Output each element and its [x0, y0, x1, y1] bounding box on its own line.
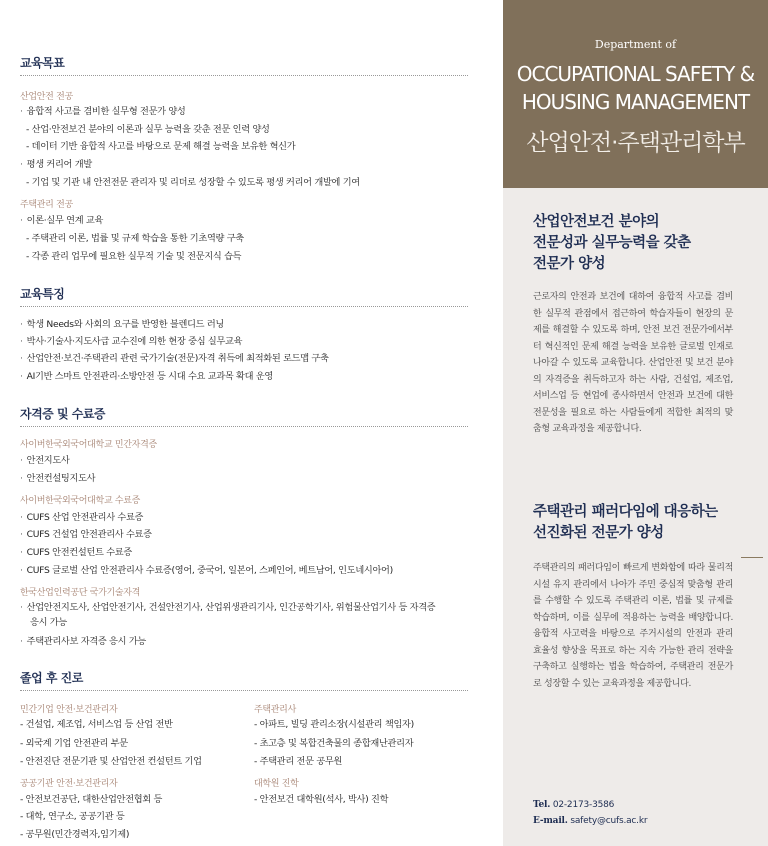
list-item: · CUFS 건설업 안전관리사 수료증: [20, 529, 152, 541]
list-item: - 주택관리 이론, 법률 및 규제 학습을 통한 기초역량 구축: [26, 233, 244, 244]
list-item: - 공무원(민간경력자,임기제): [20, 829, 130, 840]
list-item: - 외국계 기업 안전관리 부문: [20, 738, 128, 749]
section-heading-goals: 교육목표: [20, 52, 468, 76]
list-item: - 대학, 연구소, 공공기관 등: [20, 811, 125, 822]
list-item: - 안전진단 전문기관 및 산업안전 컨설턴트 기업: [20, 756, 202, 767]
subheading: 대학원 진학: [254, 779, 299, 789]
section-heading-careers: 졸업 후 진로: [20, 667, 468, 691]
list-item: - 초고층 및 복합건축물의 종합재난관리자: [254, 738, 414, 749]
subheading: 한국산업인력공단 국가기술자격: [20, 588, 141, 598]
subheading: 산업안전 전공: [20, 92, 73, 102]
right-column: [503, 0, 768, 846]
paragraph-housing: 주택관리의 패러다임이 빠르게 변화함에 따라 물리적 시설 유지 관리에서 나아가 주민 중심적 맞춤형 관리를 수행할 수 있도록 주택관리 이론, 법률 및 규제를 학습하며, 이를 실무에 적용하는 능력을 배양합니다. 융합적 사고력을 바탕으로 주거시설의 안전과 관리 효율성 향상을 목표로 하는 지속 가능한 관리 전략을 구축하고 실행하는 법을 학습하여, 주택관리 전문가로 성장할 수 있는 교육과정을 제공합니다.: [533, 563, 733, 689]
paragraph-safety: 근로자의 안전과 보건에 대하여 융합적 사고를 겸비한 실무적 관점에서 접근하여 학습자들이 현장의 문제를 해결할 수 있도록 하며, 안전 보건 전문가에서부터 혁신적인 문제 해결 능력을 보유한 글로벌 인재로 나아갈 수 있도록 교육합니다. 산업안전 및 보건 분야의 자격증을 취득하고자 하는 사람, 건설업, 제조업, 서비스업 등 현업에 종사하면서 안전과 보건에 대한 전문성을 필요로 하는 사람들에게 적합한 최적의 맞춤형 교육과정을 제공합니다.: [533, 292, 733, 434]
subheading: 주택관리사: [254, 705, 296, 715]
list-item: · CUFS 안전컨설턴트 수료증: [20, 547, 132, 559]
list-item: - 주택관리 전문 공무원: [254, 756, 343, 767]
list-item: - 산업·안전보건 분야의 이론과 실무 능력을 갖춘 전문 인력 양성: [26, 124, 270, 135]
dept-name-en-line2: HOUSING MANAGEMENT: [521, 90, 750, 114]
list-item: · 산업안전지도사, 산업안전기사, 건설안전기사, 산업위생관리기사, 인간공학기사, 위험물산업기사 등 자격증: [20, 602, 435, 614]
dept-name-kr: 산업안전·주택관리학부: [526, 130, 745, 156]
list-item: - 아파트, 빌딩 관리소장(시설관리 책임자): [254, 719, 414, 730]
subheading: 공공기관 안전·보건관리자: [20, 779, 118, 789]
list-item: · 산업안전·보건·주택관리 관련 국가기술(전문)자격 취득에 최적화된 로드맵 구축: [20, 353, 329, 365]
list-item: - 안전보건공단, 대한산업안전협회 등: [20, 794, 163, 805]
list-item: · 안전지도사: [20, 455, 70, 467]
list-item-continuation: 응시 가능: [30, 617, 67, 628]
list-item: · 이론·실무 연계 교육: [20, 215, 103, 227]
contact-tel: Tel. 02-2173-3586: [533, 800, 615, 810]
subheading: 사이버한국외국어대학교 민간자격증: [20, 440, 157, 450]
subheading: 사이버한국외국어대학교 수료증: [20, 496, 141, 506]
section-heading-certificates: 자격증 및 수료증: [20, 403, 468, 427]
list-item: - 건설업, 제조업, 서비스업 등 산업 전반: [20, 719, 173, 730]
list-item: · 학생 Needs와 사회의 요구를 반영한 블렌디드 러닝: [20, 319, 224, 331]
list-item: - 기업 및 기관 내 안전전문 관리자 및 리더로 성장할 수 있도록 평생 커리어 개발에 기여: [26, 177, 360, 188]
list-item: · AI기반 스마트 안전관리·소방안전 등 시대 수요 교과목 확대 운영: [20, 371, 273, 383]
list-item: · 주택관리사보 자격증 응시 가능: [20, 636, 146, 648]
list-item: - 각종 관리 업무에 필요한 실무적 기술 및 전문지식 습득: [26, 251, 242, 262]
headline-safety: 산업안전보건 분야의 전문성과 실무능력을 갖춘 전문가 양성: [533, 214, 691, 272]
department-banner: [503, 0, 768, 188]
list-item: - 데이터 기반 융합적 사고를 바탕으로 문제 해결 능력을 보유한 혁신가: [26, 141, 296, 152]
list-item: · 박사·기술사·지도사급 교수진에 의한 현장 중심 실무교육: [20, 336, 242, 348]
dept-name-en-line1: OCCUPATIONAL SAFETY &: [516, 62, 755, 86]
list-item: - 안전보건 대학원(석사, 박사) 진학: [254, 794, 389, 805]
list-item: · CUFS 글로벌 산업 안전관리사 수료증(영어, 중국어, 일본어, 스페인어, 베트남어, 인도네시아어): [20, 565, 393, 577]
list-item: · 평생 커리어 개발: [20, 159, 92, 171]
list-item: · CUFS 산업 안전관리사 수료증: [20, 512, 143, 524]
contact-email: E-mail. safety@cufs.ac.kr: [533, 816, 648, 826]
subheading: 주택관리 전공: [20, 200, 73, 210]
dept-label: Department of: [594, 38, 677, 51]
list-item: · 안전컨설팅지도사: [20, 473, 95, 485]
headline-housing: 주택관리 패러다임에 대응하는 선진화된 전문가 양성: [533, 504, 718, 541]
decorative-divider: [741, 557, 763, 558]
section-heading-features: 교육특징: [20, 283, 468, 307]
list-item: · 융합적 사고를 겸비한 실무형 전문가 양성: [20, 106, 186, 118]
subheading: 민간기업 안전·보건관리자: [20, 705, 118, 715]
